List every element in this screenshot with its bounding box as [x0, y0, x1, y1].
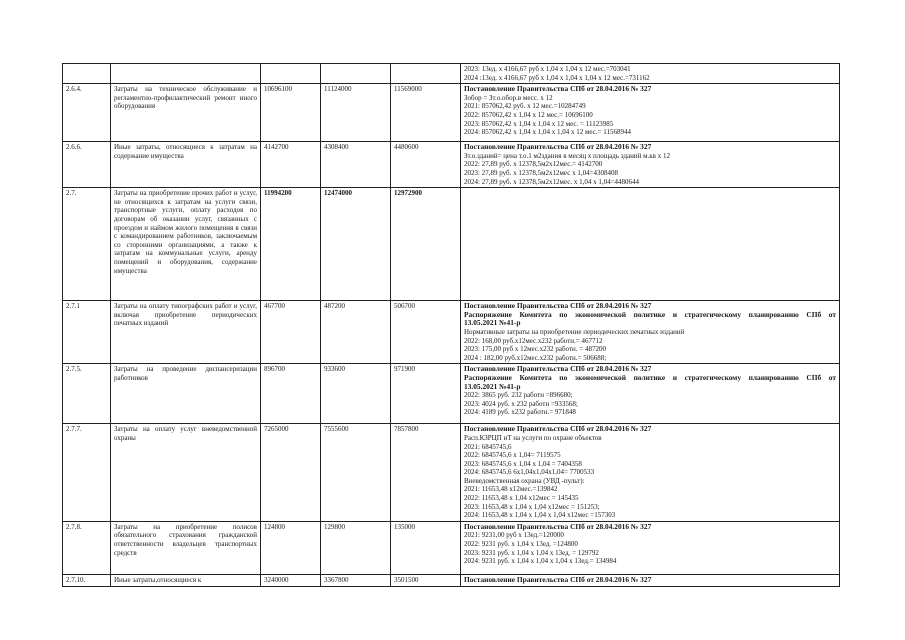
basis-calculation-line: 2023: 13ед. х 4166,67 руб х 1,04 х 1,04 х 12 мес.=703041: [464, 65, 631, 73]
budget-document-page: [62, 63, 839, 587]
row-expense-name: Затраты на техническое обслуживание и регламентно-профилактический ремонт иного оборудования: [111, 84, 261, 142]
basis-calculation-line: 2022: 857062,42 х 1,04 х 12 мес.= 10696100: [464, 110, 593, 119]
basis-calculation-line: 2022: 6845745,6 х 1,04= 7119575: [464, 451, 561, 460]
basis-calculation-line: Вневедомственная охрана (УВД -пульт):: [464, 476, 585, 485]
basis-heading-line: Распоряжение Комитета по экономической политике и стратегическому планированию СПб от: [464, 372, 836, 382]
basis-calculation-line: 2022: 27,89 руб. х 12378,5м2х12мес.= 4142700: [464, 160, 603, 169]
basis-calculation-line: 2024: 27,89 руб. х 12378,5м2х12мес. х 1,04 х 1,04=4480644: [464, 177, 640, 186]
table-row: [63, 301, 840, 364]
basis-calculation-line: Расп.КЗРЦП иТ на услуги по охране объектов: [464, 433, 602, 442]
row-expense-name: Затраты на приобретение полисов обязательного страхования гражданской ответственности владельцев транспортных средств: [111, 521, 261, 574]
row-expense-name: Затраты на приобретение прочих работ и услуг, не относящихся к затратам на услуги связи, транспортные услуги, оплату расходов по договорам об оказании услуг, связанных с проездом и наймом жилого помещения в связи с командированием работников, заключаемым со сторонними организациями, а также к затратам на коммунальные услуги, аренду помещений и оборудования, содержание имущества: [111, 188, 261, 301]
basis-calculation-line: Нормативные затраты на приобретение периодических печатных изданий: [464, 327, 685, 336]
row-calculation-basis: [461, 84, 840, 142]
basis-heading-line: Постановление Правительства СПб от 28.04.2016 № 327: [464, 574, 652, 584]
basis-calculation-line: 2023: 9231 руб. х 1,04 х 1,04 х 13ед. = 129792: [464, 548, 599, 557]
basis-calculation-line: 2022: 9231 руб. х 1,04 х 13ед. =124800: [464, 540, 578, 549]
row-calculation-basis: [461, 142, 840, 188]
table-row: [63, 364, 840, 424]
row-calculation-basis: [461, 424, 840, 522]
row-value-2022: 3240000: [261, 574, 321, 586]
row-calculation-basis: [461, 521, 840, 574]
row-value-2022: 896700: [261, 364, 321, 424]
row-value-2024: 7857800: [391, 424, 461, 522]
row-value-2024: 4480600: [391, 142, 461, 188]
basis-heading-line: Постановление Правительства СПб от 28.04.2016 № 327: [464, 142, 652, 152]
row-calculation-basis: [461, 364, 840, 424]
row-value-2022: [261, 64, 321, 84]
row-calculation-basis: [461, 574, 840, 586]
row-value-2022: 11994200: [261, 188, 321, 301]
row-value-2024: 135000: [391, 521, 461, 574]
basis-heading-line: 13.05.2021 №41-р: [464, 381, 521, 391]
basis-calculation-line: 2022: 3865 руб. 232 работн =896680;: [464, 391, 573, 400]
row-expense-name: Затраты на проведение диспансеризации работников: [111, 364, 261, 424]
basis-calculation-line: 2023: 11653,48 х 1,04 х 1,04 х12мес = 151253;: [464, 502, 600, 511]
table-row: [63, 424, 840, 522]
row-value-2023: 487200: [321, 301, 391, 364]
row-number: [63, 64, 111, 84]
table-row: [63, 574, 840, 586]
row-number: 2.7.10.: [63, 574, 111, 586]
row-number: 2.7.8.: [63, 521, 111, 574]
basis-calculation-line: 2022: 11653,48 х 1,04 х12мес = 145435: [464, 494, 579, 503]
table-row: [63, 64, 840, 84]
row-expense-name: Иные затраты,относящиеся к: [111, 574, 261, 586]
basis-heading-line: Постановление Правительства СПб от 28.04.2016 № 327: [464, 301, 652, 311]
row-value-2023: 11124000: [321, 84, 391, 142]
table-row: [63, 142, 840, 188]
row-expense-name: Затраты на оплату типографских работ и услуг, включая приобретение периодических печатных изданий: [111, 301, 261, 364]
basis-calculation-line: 2021: 9231,00 руб х 13ед.=120000: [464, 531, 564, 540]
row-value-2023: 12474000: [321, 188, 391, 301]
row-value-2023: 3367800: [321, 574, 391, 586]
budget-table: [62, 63, 840, 587]
row-value-2023: [321, 64, 391, 84]
basis-calculation-line: 2024: 9231 руб. х 1,04 х 1,04 х 1,04 х 13ед.= 134984: [464, 557, 617, 566]
row-value-2022: 10696100: [261, 84, 321, 142]
budget-table-body: [63, 64, 840, 587]
row-value-2023: 933600: [321, 364, 391, 424]
row-value-2024: 971900: [391, 364, 461, 424]
basis-calculation-line: 2021: 857062,42 руб. х 12 мес.=10284749: [464, 102, 586, 111]
row-expense-name: Затраты на оплату услуг вневедомственной охраны: [111, 424, 261, 522]
row-number: 2.6.6.: [63, 142, 111, 188]
basis-heading-line: Распоряжение Комитета по экономической политике и стратегическому планированию СПб от: [464, 309, 836, 319]
row-calculation-basis: [461, 64, 840, 84]
row-value-2022: 7265000: [261, 424, 321, 522]
basis-heading-line: Постановление Правительства СПб от 28.04.2016 № 327: [464, 424, 652, 434]
table-row: [63, 188, 840, 301]
basis-calculation-line: 2023: 4024 руб. х 232 работн =933568;: [464, 399, 578, 408]
row-value-2024: 506700: [391, 301, 461, 364]
basis-calculation-line: Зобор = Зт.о.обор.в месс. х 12: [464, 93, 553, 102]
basis-heading-line: Постановление Правительства СПб от 28.04.2016 № 327: [464, 521, 652, 531]
row-value-2023: 129800: [321, 521, 391, 574]
basis-calculation-line: 2023: 27,89 руб. х 12378,5м2х12мес х 1,04=4308408: [464, 168, 619, 177]
basis-calculation-line: 2023: 6845745,6 х 1,04 х 1,04 = 7404358: [464, 459, 582, 468]
row-value-2023: 4308400: [321, 142, 391, 188]
basis-heading-line: Постановление Правительства СПб от 28.04.2016 № 327: [464, 364, 652, 374]
basis-calculation-line: 2024: 11653,48 х 1,04 х 1,04 х 1,04 х12мес =157303: [464, 511, 616, 520]
basis-calculation-line: 2023: 857062,42 х 1,04 х 1,04 х 12 мес. = 11123985: [464, 119, 614, 128]
row-number: 2.6.4.: [63, 84, 111, 142]
basis-heading-line: Постановление Правительства СПб от 28.04.2016 № 327: [464, 84, 652, 94]
row-calculation-basis: [461, 188, 840, 301]
row-value-2024: 3501500: [391, 574, 461, 586]
table-row: [63, 84, 840, 142]
table-row: [63, 521, 840, 574]
row-value-2024: [391, 64, 461, 84]
basis-calculation-line: 2021: 11653,48 х12мес.=139842: [464, 485, 558, 494]
basis-calculation-line: 2024 : 182,00 руб.х12мес.х232 работн.= 506688;: [464, 353, 607, 362]
row-value-2024: 11569000: [391, 84, 461, 142]
row-value-2023: 7555600: [321, 424, 391, 522]
basis-calculation-line: Зт.о.зданий= цена т.о.1 м2здания в месяц х площадь зданий м.кв х 12: [464, 151, 670, 160]
row-value-2024: 12972900: [391, 188, 461, 301]
row-number: 2.7.5.: [63, 364, 111, 424]
row-number: 2.7.: [63, 188, 111, 301]
row-number: 2.7.7.: [63, 424, 111, 522]
basis-calculation-line: 2023: 175,00 руб х 12мес.х232 работн. = 487200: [464, 345, 606, 354]
row-value-2022: 467700: [261, 301, 321, 364]
row-calculation-basis: [461, 301, 840, 364]
basis-calculation-line: 2024 :13ед. х 4166,67 руб х 1,04 х 1,04 х 1,04 х 12 мес.=731162: [464, 73, 650, 82]
basis-calculation-line: 2024: 4189 руб. х232 работн.= 971848: [464, 408, 576, 417]
row-value-2022: 124800: [261, 521, 321, 574]
row-number: 2.7.1: [63, 301, 111, 364]
row-value-2022: 4142700: [261, 142, 321, 188]
basis-heading-line: 13.05.2021 №41-р: [464, 318, 521, 328]
basis-calculation-line: 2024: 857062,42 х 1,04 х 1,04 х 1,04 х 12 мес.= 11568944: [464, 128, 631, 137]
basis-calculation-line: 2024: 6845745,6 6х1,04х1,04х1,04= 7700533: [464, 468, 595, 477]
basis-calculation-line: 2021: 6845745,6: [464, 442, 512, 451]
basis-calculation-line: 2022: 168,00 руб.х12мес.х232 работн.= 467712: [464, 336, 603, 345]
row-expense-name: Иные затраты, относящиеся к затратам на содержание имущества: [111, 142, 261, 188]
row-expense-name: [111, 64, 261, 84]
